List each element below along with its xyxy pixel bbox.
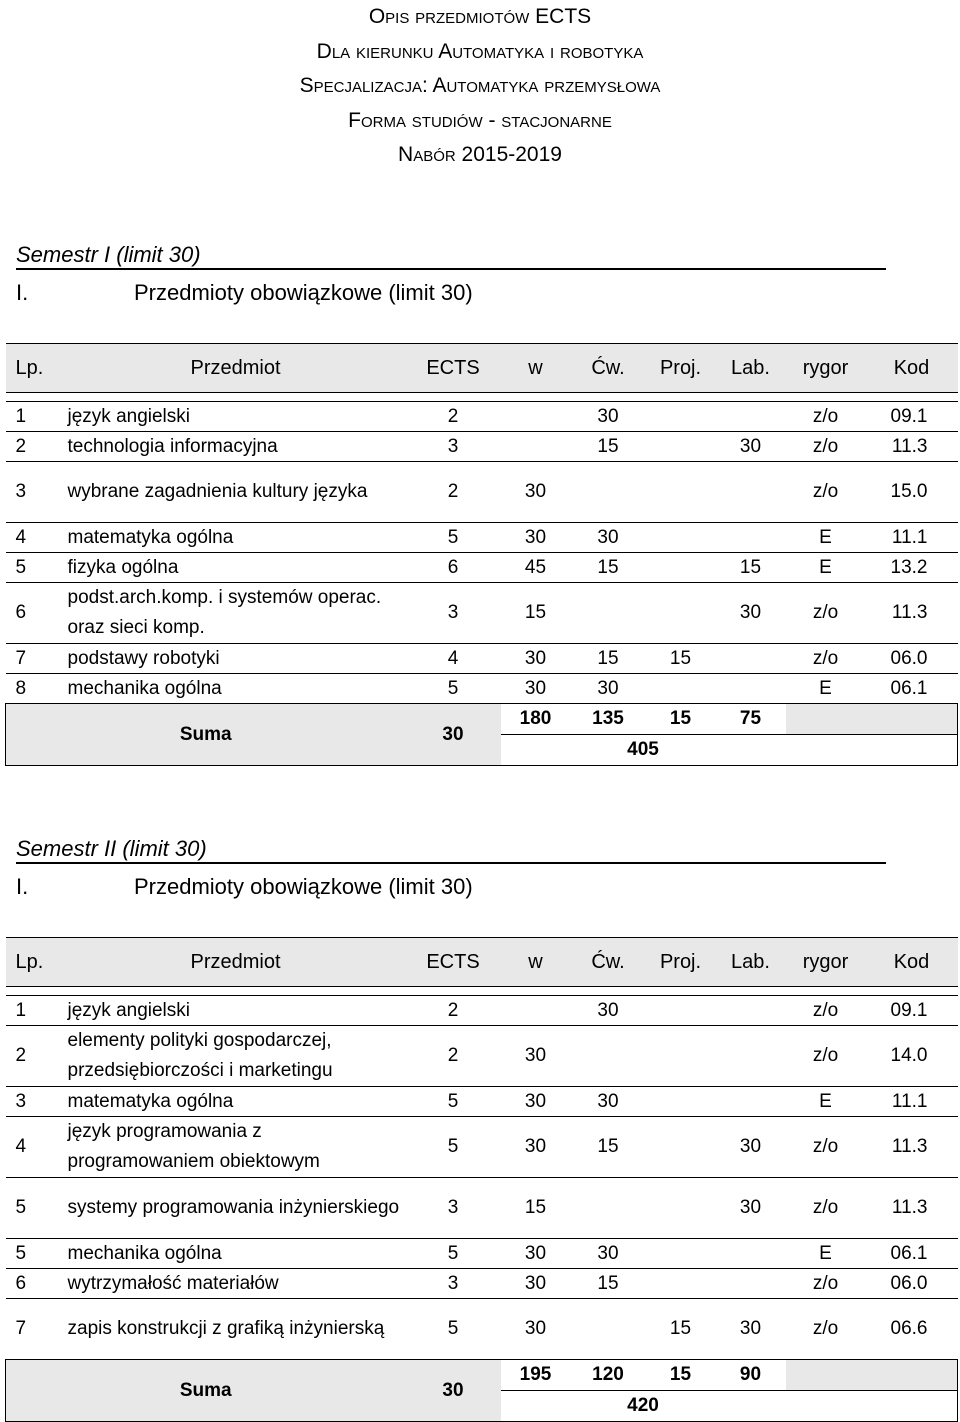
subject-name: zapis konstrukcji z grafiką inżynierską — [66, 1299, 406, 1360]
column-header: rygor — [786, 938, 866, 987]
column-header: Proj. — [646, 344, 716, 393]
sum-lab: 90 — [716, 1360, 786, 1391]
project-hours-cell — [646, 523, 716, 553]
subject-name: podstawy robotyki — [66, 644, 406, 674]
ects-cell: 2 — [406, 462, 501, 523]
lecture-hours-cell — [501, 402, 571, 432]
assessment-cell: z/o — [786, 996, 866, 1026]
code-cell: 06.1 — [866, 674, 958, 704]
semester-1-group-title: Przedmioty obowiązkowe (limit 30) — [134, 280, 473, 305]
assessment-cell: z/o — [786, 1269, 866, 1299]
project-hours-cell — [646, 1117, 716, 1178]
row-number: 5 — [6, 553, 66, 583]
ects-cell: 5 — [406, 523, 501, 553]
subject-name: fizyka ogólna — [66, 553, 406, 583]
assessment-cell: E — [786, 674, 866, 704]
lecture-hours-cell: 30 — [501, 644, 571, 674]
code-cell: 06.6 — [866, 1299, 958, 1360]
subject-name: systemy programowania inżynierskiego — [66, 1178, 406, 1239]
assessment-cell: z/o — [786, 1299, 866, 1360]
column-header: w — [501, 938, 571, 987]
exercise-hours-cell: 30 — [571, 402, 646, 432]
table-header-row — [6, 938, 958, 987]
semester-2-group-title: Przedmioty obowiązkowe (limit 30) — [134, 874, 473, 899]
subject-name: matematyka ogólna — [66, 1087, 406, 1117]
table-row — [6, 644, 958, 674]
semester-2-group-number: I. — [16, 874, 29, 899]
lecture-hours-cell: 30 — [501, 1299, 571, 1360]
exercise-hours-cell: 15 — [571, 1117, 646, 1178]
ects-cell: 2 — [406, 1026, 501, 1087]
lab-hours-cell: 30 — [716, 583, 786, 644]
row-number: 6 — [6, 1269, 66, 1299]
lecture-hours-cell: 30 — [501, 1239, 571, 1269]
lecture-hours-cell: 30 — [501, 1087, 571, 1117]
lecture-hours-cell: 30 — [501, 674, 571, 704]
column-header: ECTS — [406, 344, 501, 393]
column-header: Lab. — [716, 344, 786, 393]
sum-total-hours: 420 — [501, 1391, 786, 1422]
header-study-form: Forma studiów - stacjonarne — [348, 108, 612, 132]
exercise-hours-cell — [571, 583, 646, 644]
row-number: 4 — [6, 1117, 66, 1178]
semester-1-group-number: I. — [16, 280, 29, 305]
assessment-cell: z/o — [786, 402, 866, 432]
assessment-cell: z/o — [786, 583, 866, 644]
lecture-hours-cell: 30 — [501, 462, 571, 523]
semester-1-group — [16, 280, 473, 306]
row-number: 2 — [6, 432, 66, 462]
semester-2-title: Semestr II (limit 30) — [16, 836, 886, 864]
code-cell: 11.3 — [866, 583, 958, 644]
exercise-hours-cell: 30 — [571, 1087, 646, 1117]
table-row — [6, 1178, 958, 1239]
code-cell: 11.3 — [866, 1117, 958, 1178]
table-row — [6, 674, 958, 704]
project-hours-cell — [646, 462, 716, 523]
ects-cell: 5 — [406, 1087, 501, 1117]
code-cell: 09.1 — [866, 996, 958, 1026]
assessment-cell: z/o — [786, 1026, 866, 1087]
table-row — [6, 402, 958, 432]
lecture-hours-cell — [501, 432, 571, 462]
assessment-cell: z/o — [786, 432, 866, 462]
project-hours-cell — [646, 1269, 716, 1299]
ects-cell: 5 — [406, 1239, 501, 1269]
code-cell: 15.0 — [866, 462, 958, 523]
semester-2-table — [5, 937, 958, 1422]
code-cell: 11.3 — [866, 432, 958, 462]
table-row — [6, 1026, 958, 1087]
ects-cell: 2 — [406, 996, 501, 1026]
exercise-hours-cell: 15 — [571, 553, 646, 583]
code-cell: 09.1 — [866, 402, 958, 432]
project-hours-cell — [646, 674, 716, 704]
document-header — [0, 0, 960, 173]
lab-hours-cell — [716, 674, 786, 704]
table-row — [6, 1299, 958, 1360]
sum-project: 15 — [646, 704, 716, 735]
sum-label: Suma — [6, 1360, 406, 1422]
sum-lecture: 180 — [501, 704, 571, 735]
row-number: 3 — [6, 1087, 66, 1117]
ects-cell: 3 — [406, 583, 501, 644]
code-cell: 06.0 — [866, 1269, 958, 1299]
column-header: Lab. — [716, 938, 786, 987]
subject-name: wybrane zagadnienia kultury języka — [66, 462, 406, 523]
row-number: 7 — [6, 1299, 66, 1360]
column-header: Lp. — [6, 344, 66, 393]
lecture-hours-cell — [501, 996, 571, 1026]
lab-hours-cell: 30 — [716, 1178, 786, 1239]
lecture-hours-cell: 45 — [501, 553, 571, 583]
column-header: Przedmiot — [66, 344, 406, 393]
project-hours-cell: 15 — [646, 644, 716, 674]
sum-row — [6, 1360, 958, 1391]
subject-name: mechanika ogólna — [66, 674, 406, 704]
assessment-cell: E — [786, 1087, 866, 1117]
project-hours-cell — [646, 996, 716, 1026]
project-hours-cell — [646, 1087, 716, 1117]
exercise-hours-cell: 30 — [571, 523, 646, 553]
ects-cell: 4 — [406, 644, 501, 674]
assessment-cell: E — [786, 523, 866, 553]
table-row — [6, 1239, 958, 1269]
subject-name: język programowania z programowaniem obiektowym — [66, 1117, 406, 1178]
subject-name: matematyka ogólna — [66, 523, 406, 553]
lab-hours-cell — [716, 523, 786, 553]
assessment-cell: z/o — [786, 462, 866, 523]
exercise-hours-cell: 30 — [571, 996, 646, 1026]
ects-cell: 5 — [406, 674, 501, 704]
row-number: 4 — [6, 523, 66, 553]
column-header: rygor — [786, 344, 866, 393]
row-number: 5 — [6, 1178, 66, 1239]
exercise-hours-cell: 15 — [571, 1269, 646, 1299]
exercise-hours-cell: 30 — [571, 1239, 646, 1269]
lecture-hours-cell: 15 — [501, 1178, 571, 1239]
exercise-hours-cell — [571, 1026, 646, 1087]
code-cell: 14.0 — [866, 1026, 958, 1087]
table-row — [6, 996, 958, 1026]
project-hours-cell — [646, 1239, 716, 1269]
ects-cell: 3 — [406, 1178, 501, 1239]
sum-ects: 30 — [406, 1360, 501, 1422]
lecture-hours-cell: 30 — [501, 1117, 571, 1178]
column-header: Kod — [866, 344, 958, 393]
exercise-hours-cell — [571, 462, 646, 523]
lecture-hours-cell: 30 — [501, 523, 571, 553]
row-number: 7 — [6, 644, 66, 674]
assessment-cell: z/o — [786, 644, 866, 674]
lab-hours-cell — [716, 402, 786, 432]
table-row — [6, 553, 958, 583]
column-header: Kod — [866, 938, 958, 987]
code-cell: 11.3 — [866, 1178, 958, 1239]
ects-cell: 3 — [406, 432, 501, 462]
lab-hours-cell — [716, 1026, 786, 1087]
sum-total-hours: 405 — [501, 735, 786, 766]
table-row — [6, 1269, 958, 1299]
subject-name: elementy polityki gospodarczej, przedsiębiorczości i marketingu — [66, 1026, 406, 1087]
project-hours-cell: 15 — [646, 1299, 716, 1360]
column-header: w — [501, 344, 571, 393]
lecture-hours-cell: 30 — [501, 1269, 571, 1299]
ects-cell: 6 — [406, 553, 501, 583]
lab-hours-cell: 15 — [716, 553, 786, 583]
exercise-hours-cell: 30 — [571, 674, 646, 704]
row-number: 1 — [6, 402, 66, 432]
code-cell: 06.1 — [866, 1239, 958, 1269]
table-header-row — [6, 344, 958, 393]
row-number: 2 — [6, 1026, 66, 1087]
lab-hours-cell — [716, 1269, 786, 1299]
code-cell: 13.2 — [866, 553, 958, 583]
lab-hours-cell — [716, 644, 786, 674]
column-header: Ćw. — [571, 344, 646, 393]
lecture-hours-cell: 15 — [501, 583, 571, 644]
subject-name: podst.arch.komp. i systemów operac. oraz sieci komp. — [66, 583, 406, 644]
lab-hours-cell — [716, 1239, 786, 1269]
assessment-cell: E — [786, 1239, 866, 1269]
column-header: Proj. — [646, 938, 716, 987]
ects-cell: 5 — [406, 1299, 501, 1360]
semester-1-title: Semestr I (limit 30) — [16, 242, 886, 270]
sum-lecture: 195 — [501, 1360, 571, 1391]
lab-hours-cell: 30 — [716, 1117, 786, 1178]
project-hours-cell — [646, 432, 716, 462]
exercise-hours-cell: 15 — [571, 432, 646, 462]
assessment-cell: z/o — [786, 1178, 866, 1239]
ects-cell: 5 — [406, 1117, 501, 1178]
subject-name: język angielski — [66, 996, 406, 1026]
code-cell: 11.1 — [866, 1087, 958, 1117]
project-hours-cell — [646, 553, 716, 583]
header-field: Dla kierunku Automatyka i robotyka — [316, 39, 644, 63]
semester-2-group — [16, 874, 473, 900]
subject-name: technologia informacyjna — [66, 432, 406, 462]
ects-cell: 3 — [406, 1269, 501, 1299]
code-cell: 11.1 — [866, 523, 958, 553]
lecture-hours-cell: 30 — [501, 1026, 571, 1087]
row-number: 5 — [6, 1239, 66, 1269]
project-hours-cell — [646, 402, 716, 432]
column-header: Ćw. — [571, 938, 646, 987]
sum-ects: 30 — [406, 704, 501, 766]
row-number: 3 — [6, 462, 66, 523]
row-number: 6 — [6, 583, 66, 644]
table-row — [6, 462, 958, 523]
sum-lab: 75 — [716, 704, 786, 735]
sum-exercise: 120 — [571, 1360, 646, 1391]
table-row — [6, 523, 958, 553]
subject-name: mechanika ogólna — [66, 1239, 406, 1269]
sum-exercise: 135 — [571, 704, 646, 735]
column-header: ECTS — [406, 938, 501, 987]
semester-1-table — [5, 343, 958, 766]
table-row — [6, 432, 958, 462]
header-specialization: Specjalizacja: Automatyka przemysłowa — [299, 74, 661, 97]
ects-cell: 2 — [406, 402, 501, 432]
project-hours-cell — [646, 1026, 716, 1087]
exercise-hours-cell — [571, 1299, 646, 1360]
table-row — [6, 1117, 958, 1178]
column-header: Lp. — [6, 938, 66, 987]
lab-hours-cell — [716, 996, 786, 1026]
assessment-cell: z/o — [786, 1117, 866, 1178]
lab-hours-cell: 30 — [716, 1299, 786, 1360]
project-hours-cell — [646, 1178, 716, 1239]
exercise-hours-cell — [571, 1178, 646, 1239]
sum-label: Suma — [6, 704, 406, 766]
exercise-hours-cell: 15 — [571, 644, 646, 674]
header-recruitment: Nabór 2015-2019 — [398, 143, 562, 166]
row-number: 1 — [6, 996, 66, 1026]
subject-name: język angielski — [66, 402, 406, 432]
lab-hours-cell: 30 — [716, 432, 786, 462]
subject-name: wytrzymałość materiałów — [66, 1269, 406, 1299]
table-row — [6, 583, 958, 644]
header-title: Opis przedmiotów ECTS — [368, 5, 592, 28]
project-hours-cell — [646, 583, 716, 644]
assessment-cell: E — [786, 553, 866, 583]
row-number: 8 — [6, 674, 66, 704]
lab-hours-cell — [716, 462, 786, 523]
sum-project: 15 — [646, 1360, 716, 1391]
lab-hours-cell — [716, 1087, 786, 1117]
sum-row — [6, 704, 958, 735]
code-cell: 06.0 — [866, 644, 958, 674]
table-row — [6, 1087, 958, 1117]
column-header: Przedmiot — [66, 938, 406, 987]
